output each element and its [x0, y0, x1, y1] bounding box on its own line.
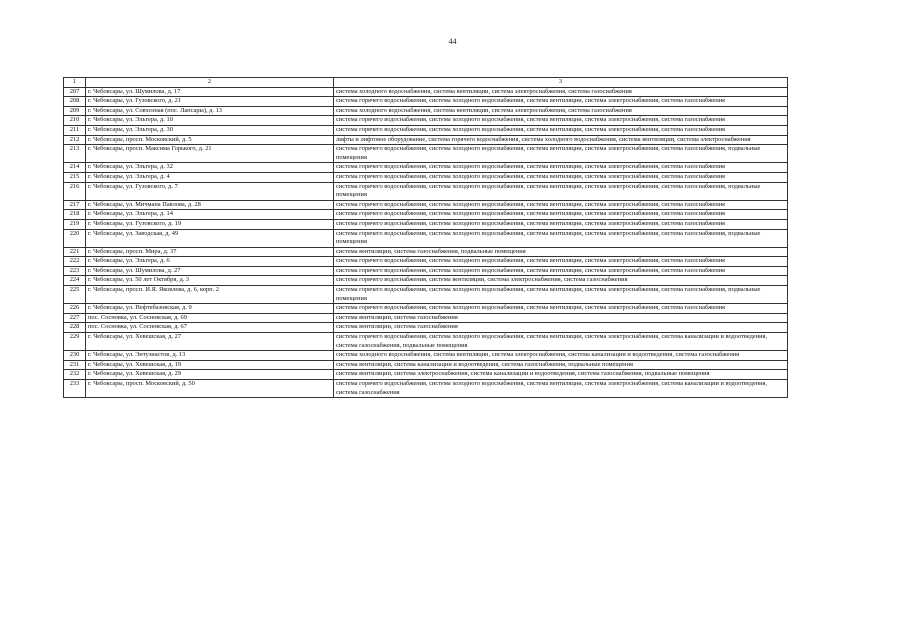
row-number: 231	[64, 360, 86, 370]
row-systems: система горячего водоснабжения, система холодного водоснабжения, система вентиляции, система электроснабжения, система газоснабжения	[334, 116, 788, 126]
row-address: г. Чебоксары, ул. Гузовского, д. 7	[86, 182, 334, 200]
row-address: г. Чебоксары, ул. Энтузиастов, д. 13	[86, 351, 334, 361]
row-address: г. Чебоксары, ул. Хевешская, д. 29	[86, 370, 334, 380]
row-address: г. Чебоксары, ул. Гузовского, д. 19	[86, 219, 334, 229]
row-address: г. Чебоксары, ул. Нефтебазовская, д. 9	[86, 304, 334, 314]
row-systems: система горячего водоснабжения, система холодного водоснабжения, система вентиляции, система электроснабжения, система газоснабжения	[334, 163, 788, 173]
row-systems: система горячего водоснабжения, система холодного водоснабжения, система вентиляции, система электроснабжения, система газоснабжения	[334, 97, 788, 107]
row-address: г. Чебоксары, ул. Гузовского, д. 21	[86, 97, 334, 107]
table-row	[64, 182, 788, 200]
row-systems: система вентиляции, система канализации и водоотведения, система газоснабжения, подвальные помещения	[334, 360, 788, 370]
row-number: 209	[64, 106, 86, 116]
row-number: 220	[64, 229, 86, 247]
row-address: г. Чебоксары, ул. Эльгера, д. 30	[86, 125, 334, 135]
table-row	[64, 313, 788, 323]
table-row	[64, 87, 788, 97]
row-systems: система горячего водоснабжения, система холодного водоснабжения, система вентиляции, система электроснабжения, система газоснабжения, подвальные помещения	[334, 286, 788, 304]
header-row	[64, 78, 788, 88]
row-number: 224	[64, 276, 86, 286]
table-row	[64, 145, 788, 163]
row-address: г. Чебоксары, ул. Шумилова, д. 17	[86, 87, 334, 97]
table-row	[64, 351, 788, 361]
row-number: 214	[64, 163, 86, 173]
row-address: г. Чебоксары, ул. 50 лет Октября, д. 3	[86, 276, 334, 286]
table-row	[64, 106, 788, 116]
table-row	[64, 125, 788, 135]
row-number: 226	[64, 304, 86, 314]
header-col-2: 2	[86, 78, 334, 88]
table-row	[64, 360, 788, 370]
table-row	[64, 323, 788, 333]
table-row	[64, 380, 788, 398]
row-systems: система вентиляции, система газоснабжения	[334, 313, 788, 323]
row-address: пос. Сосновка, ул. Сосновская, д. 67	[86, 323, 334, 333]
row-number: 216	[64, 182, 86, 200]
table-row	[64, 163, 788, 173]
row-address: г. Чебоксары, ул. Хевешская, д. 27	[86, 333, 334, 351]
row-number: 221	[64, 247, 86, 257]
row-systems: система горячего водоснабжения, система холодного водоснабжения, система вентиляции, система электроснабжения, система газоснабжения	[334, 266, 788, 276]
table-row	[64, 286, 788, 304]
table-row	[64, 276, 788, 286]
row-number: 230	[64, 351, 86, 361]
row-number: 213	[64, 145, 86, 163]
row-address: г. Чебоксары, ул. Эльгера, д. 14	[86, 210, 334, 220]
row-systems: система горячего водоснабжения, система холодного водоснабжения, система вентиляции, система электроснабжения, система газоснабжения	[334, 257, 788, 267]
row-systems: система горячего водоснабжения, система холодного водоснабжения, система вентиляции, система электроснабжения, система канализации и водоотведения, система газоснабжения, подвальные помещения	[334, 333, 788, 351]
row-number: 219	[64, 219, 86, 229]
row-number: 207	[64, 87, 86, 97]
row-number: 210	[64, 116, 86, 126]
row-systems: система горячего водоснабжения, система холодного водоснабжения, система вентиляции, система электроснабжения, система газоснабжения	[334, 304, 788, 314]
row-number: 225	[64, 286, 86, 304]
row-address: г. Чебоксары, просп. И.Я. Яковлева, д. 6, корп. 2	[86, 286, 334, 304]
row-number: 212	[64, 135, 86, 145]
row-address: г. Чебоксары, просп. Мира, д. 37	[86, 247, 334, 257]
row-systems: система холодного водоснабжения, система вентиляции, система электроснабжения, система газоснабжения	[334, 87, 788, 97]
row-number: 233	[64, 380, 86, 398]
row-systems: система горячего водоснабжения, система холодного водоснабжения, система вентиляции, система электроснабжения, система газоснабжения	[334, 200, 788, 210]
row-address: г. Чебоксары, ул. Совхозная (пос. Лапсары), д. 13	[86, 106, 334, 116]
row-address: г. Чебоксары, просп. Московский, д. 5	[86, 135, 334, 145]
row-systems: система холодного водоснабжения, система вентиляции, система электроснабжения, система газоснабжения	[334, 106, 788, 116]
header-col-3: 3	[334, 78, 788, 88]
table-row	[64, 97, 788, 107]
table-row	[64, 229, 788, 247]
table-row	[64, 200, 788, 210]
row-number: 208	[64, 97, 86, 107]
table-row	[64, 266, 788, 276]
buildings-table	[63, 77, 788, 398]
row-systems: система вентиляции, система электроснабжения, система канализации и водоотведения, система газоснабжения, подвальные помещения	[334, 370, 788, 380]
table-row	[64, 172, 788, 182]
row-number: 227	[64, 313, 86, 323]
row-address: г. Чебоксары, ул. Эльгера, д. 10	[86, 116, 334, 126]
row-systems: система горячего водоснабжения, система холодного водоснабжения, система вентиляции, система электроснабжения, система газоснабжения, подвальные помещения	[334, 145, 788, 163]
row-address: г. Чебоксары, ул. Шумилова, д. 27	[86, 266, 334, 276]
row-systems: система вентиляции, система газоснабжения	[334, 323, 788, 333]
row-systems: система горячего водоснабжения, система холодного водоснабжения, система вентиляции, система электроснабжения, система газоснабжения	[334, 172, 788, 182]
row-address: г. Чебоксары, ул. Хевешская, д. 19	[86, 360, 334, 370]
header-col-1: 1	[64, 78, 86, 88]
row-address: г. Чебоксары, ул. Эльгера, д. 32	[86, 163, 334, 173]
row-number: 211	[64, 125, 86, 135]
row-number: 222	[64, 257, 86, 267]
row-systems: система горячего водоснабжения, система холодного водоснабжения, система вентиляции, система электроснабжения, система газоснабжения	[334, 219, 788, 229]
row-number: 223	[64, 266, 86, 276]
table-row	[64, 116, 788, 126]
row-systems: система горячего водоснабжения, система вентиляции, система электроснабжения, система газоснабжения	[334, 276, 788, 286]
row-number: 217	[64, 200, 86, 210]
row-address: г. Чебоксары, ул. Эльгера, д. 4	[86, 172, 334, 182]
row-number: 218	[64, 210, 86, 220]
row-systems: система горячего водоснабжения, система холодного водоснабжения, система вентиляции, система электроснабжения, система канализации и водоотведения, система газоснабжения	[334, 380, 788, 398]
row-address: г. Чебоксары, просп. Московский, д. 50	[86, 380, 334, 398]
table-row	[64, 247, 788, 257]
row-systems: система вентиляции, система газоснабжения, подвальные помещения	[334, 247, 788, 257]
row-address: г. Чебоксары, ул. Мичмана Павлова, д. 28	[86, 200, 334, 210]
row-systems: система горячего водоснабжения, система холодного водоснабжения, система вентиляции, система электроснабжения, система газоснабжения	[334, 125, 788, 135]
row-number: 232	[64, 370, 86, 380]
table-row	[64, 135, 788, 145]
page-number: 44	[448, 37, 457, 46]
table-row	[64, 210, 788, 220]
row-systems: лифты и лифтовое оборудование, система горячего водоснабжения, система холодного водоснабжения, система вентиляции, система электроснабжения	[334, 135, 788, 145]
row-address: пос. Сосновка, ул. Сосновская, д. 69	[86, 313, 334, 323]
row-number: 229	[64, 333, 86, 351]
table-header	[64, 78, 788, 88]
table-body	[64, 87, 788, 398]
row-number: 215	[64, 172, 86, 182]
row-systems: система холодного водоснабжения, система вентиляции, система электроснабжения, система канализации и водоотведения, система газоснабжения	[334, 351, 788, 361]
table-row	[64, 370, 788, 380]
row-number: 228	[64, 323, 86, 333]
table-row	[64, 219, 788, 229]
table-row	[64, 333, 788, 351]
row-systems: система горячего водоснабжения, система холодного водоснабжения, система вентиляции, система электроснабжения, система газоснабжения	[334, 210, 788, 220]
row-systems: система горячего водоснабжения, система холодного водоснабжения, система вентиляции, система электроснабжения, система газоснабжения, подвальные помещения	[334, 229, 788, 247]
table-row	[64, 304, 788, 314]
row-systems: система горячего водоснабжения, система холодного водоснабжения, система вентиляции, система электроснабжения, система газоснабжения, подвальные помещения	[334, 182, 788, 200]
row-address: г. Чебоксары, просп. Максима Горького, д. 21	[86, 145, 334, 163]
row-address: г. Чебоксары, ул. Эльгера, д. 6	[86, 257, 334, 267]
table-row	[64, 257, 788, 267]
row-address: г. Чебоксары, ул. Заводская, д. 49	[86, 229, 334, 247]
